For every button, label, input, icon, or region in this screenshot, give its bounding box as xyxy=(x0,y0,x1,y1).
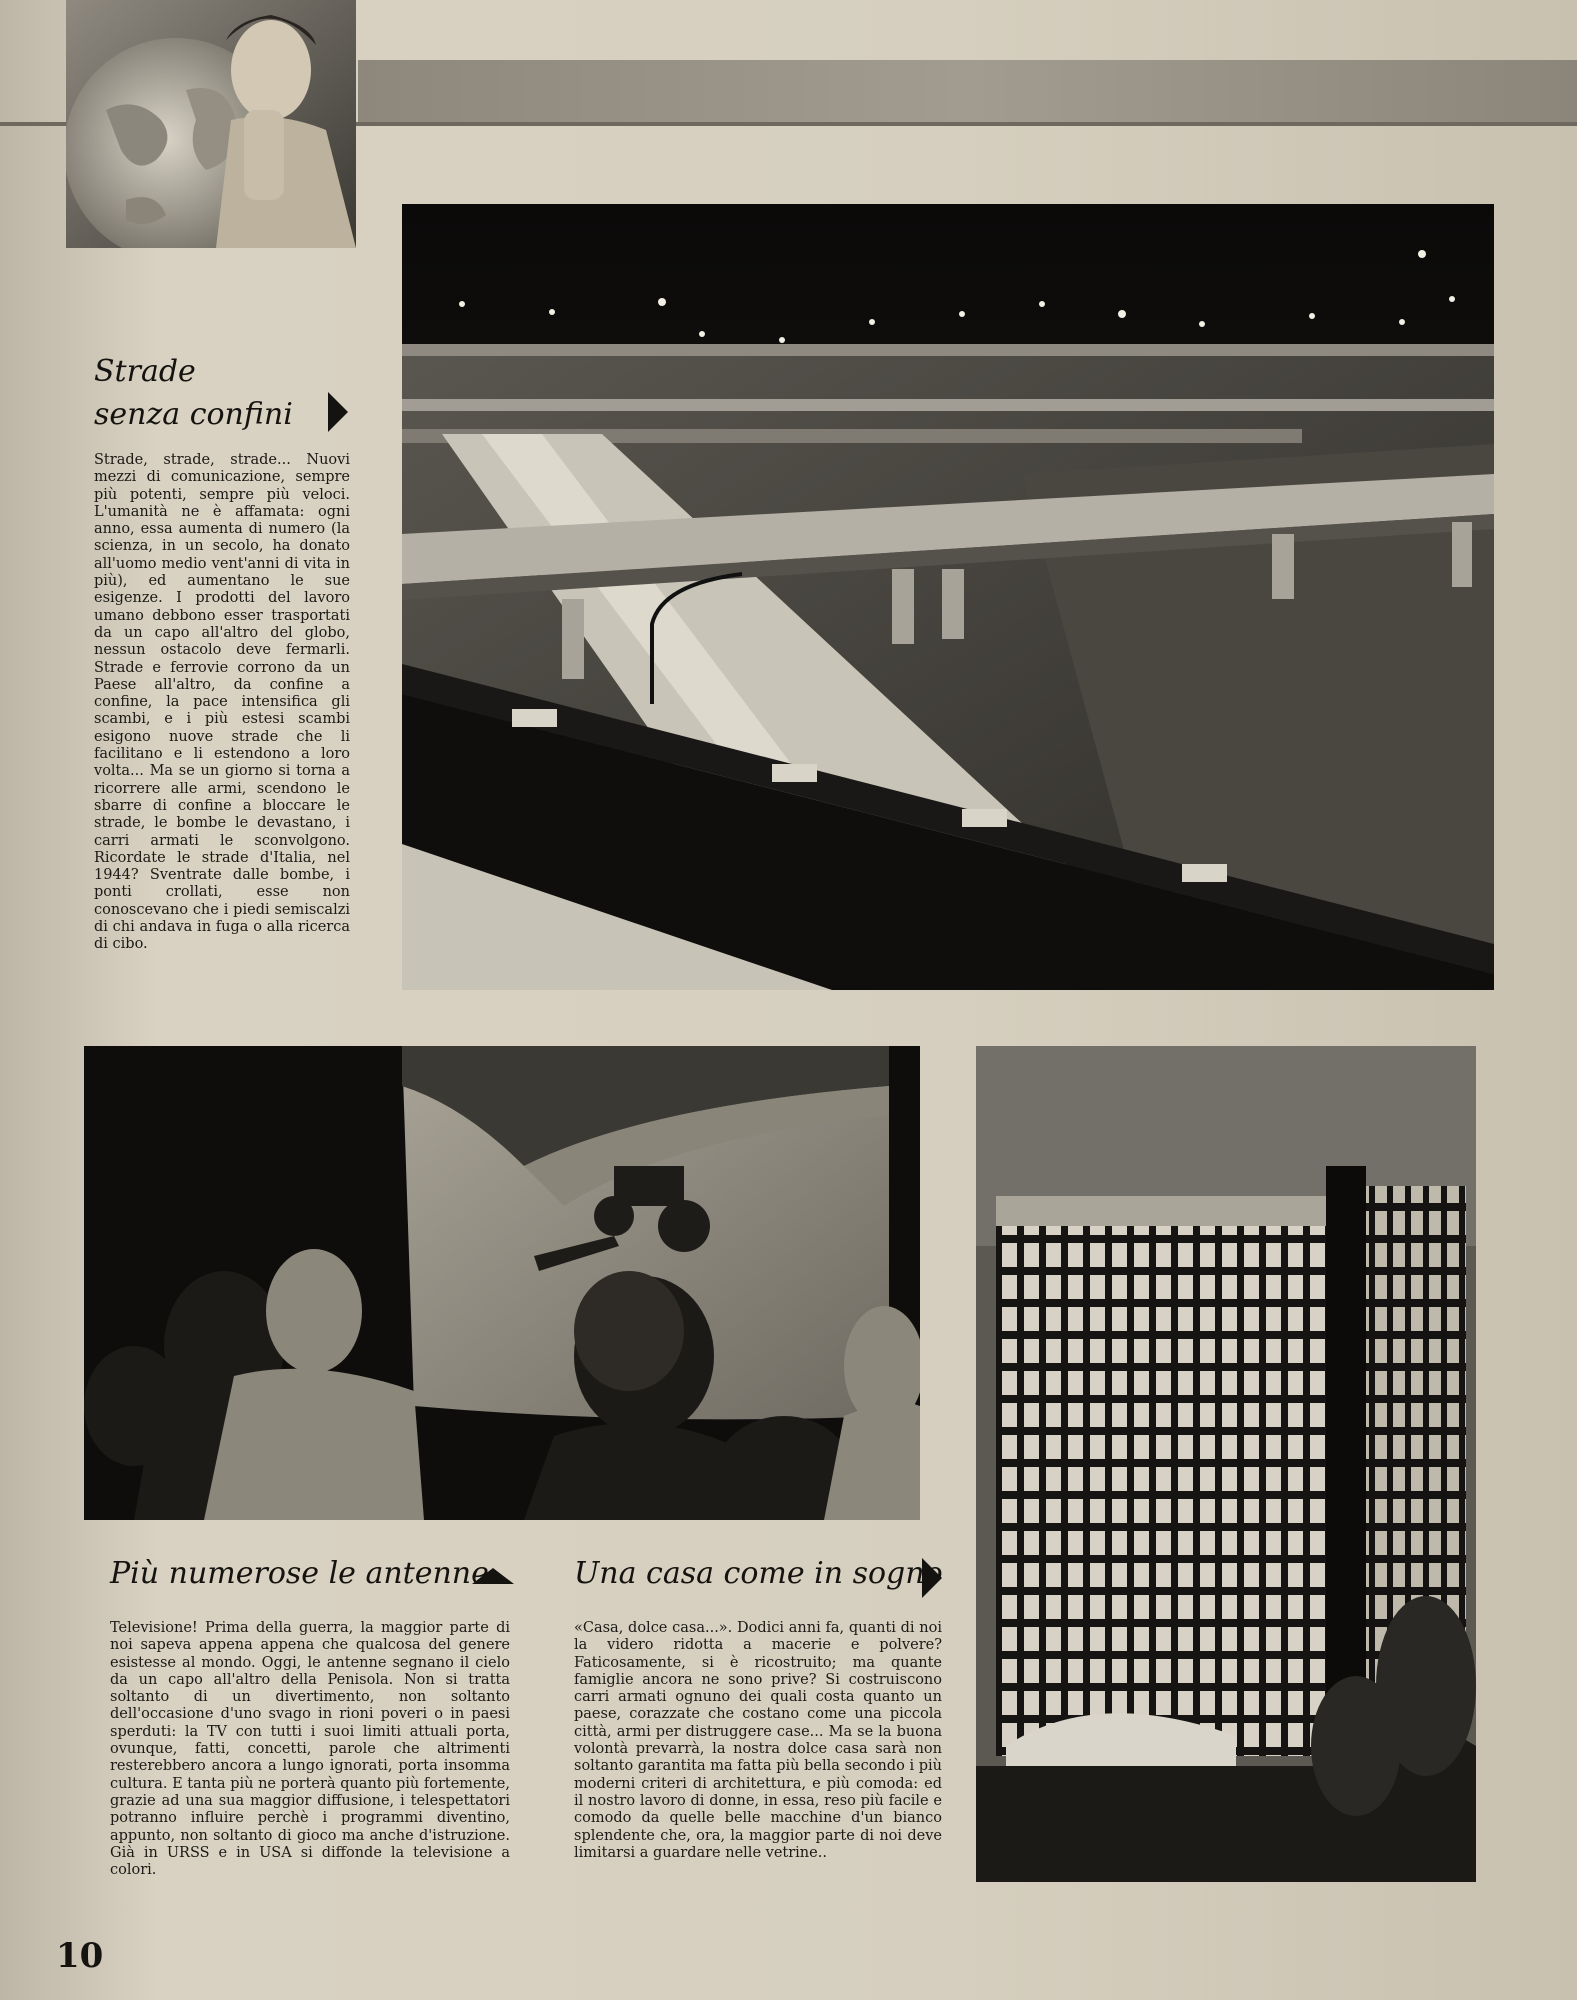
roads-arrow-icon xyxy=(328,392,348,432)
house-body-text: «Casa, dolce casa...». Dodici anni fa, quanti di noi la videro ridotta a macerie e polvere? Faticosamente, si è ricostruito; ma quante famiglie ancora ne sono prive? Si costruiscono carri armati ognuno dei quali costa quanto un paese, corazzate che costano come una piccola città, armi per distruggere case... Ma se la buona volontà prevarrà, la nostra dolce casa sarà non soltanto garantita ma fatta più bella secondo i più moderni criteri di architettura, e più comoda: ed il nostro lavoro di donne, in essa, reso più facile e comodo da quelle belle macchine d'un bianco splendente che, ora, la maggior parte di noi deve limitarsi a guardare nelle vetrine.. xyxy=(574,1620,942,1861)
antennas-arrow-icon xyxy=(472,1568,514,1584)
antennas-headline: Più numerose le antenne xyxy=(110,1556,489,1591)
roads-headline-line1: Strade xyxy=(94,354,196,389)
television-photo xyxy=(84,1046,920,1520)
highway-photo xyxy=(402,204,1494,990)
roads-headline-line2: senza confini xyxy=(94,397,293,432)
roads-body-text: Strade, strade, strade... Nuovi mezzi di comunicazione, sempre più potenti, sempre più veloci. L'umanità ne è affamata: ogni anno, essa aumenta di numero (la scienza, in un secolo, ha donato all'uomo medio vent'anni di vita in più), ed aumentano le sue esigenze. I prodotti del lavoro umano debbono esser trasportati da un capo all'altro del globo, nessun ostacolo deve fermarli. Strade e ferrovie corrono da un Paese all'altro, da confine a confine, la pace intensifica gli scambi, e i più estesi scambi esigono nuove strade che li facilitano e li estendono a loro volta... Ma se un giorno si torna a ricorrere alle armi, scendono le sbarre di confine a bloccare le strade, le bombe le devastano, i carri armati le sconvolgono. Ricordate le strade d'Italia, nel 1944? Sventrate dalle bombe, i ponti crollati, esse non conoscevano che i piedi semiscalzi di chi andava in fuga o alla ricerca di cibo. xyxy=(94,452,350,953)
portrait-photo xyxy=(66,0,356,248)
page-number: 10 xyxy=(56,1936,104,1976)
house-arrow-icon xyxy=(922,1558,942,1598)
antennas-body-text: Televisione! Prima della guerra, la maggior parte di noi sapeva appena appena che qualcosa del genere esistesse al mondo. Oggi, le antenne segnano il cielo da un capo all'altro della Penisola. Non si tratta soltanto di un divertimento, non soltanto dell'occasione d'uno svago in rioni poveri o in paesi sperduti: la TV con tutti i suoi limiti attuali porta, ovunque, fatti, concetti, parole che altrimenti resterebbero ancora a lungo ignorati, porta insomma cultura. E tanta più ne porterà quanto più fortemente, grazie ad una sua maggior diffusione, i telespettatori potranno influire perchè i programmi diventino, appunto, non soltanto di gioco ma anche d'istruzione. Già in URSS e in USA si diffonde la televisione a colori. xyxy=(110,1620,510,1879)
house-headline: Una casa come in sogno xyxy=(574,1556,943,1591)
top-decorative-band xyxy=(358,60,1577,122)
building-photo xyxy=(976,1046,1476,1882)
